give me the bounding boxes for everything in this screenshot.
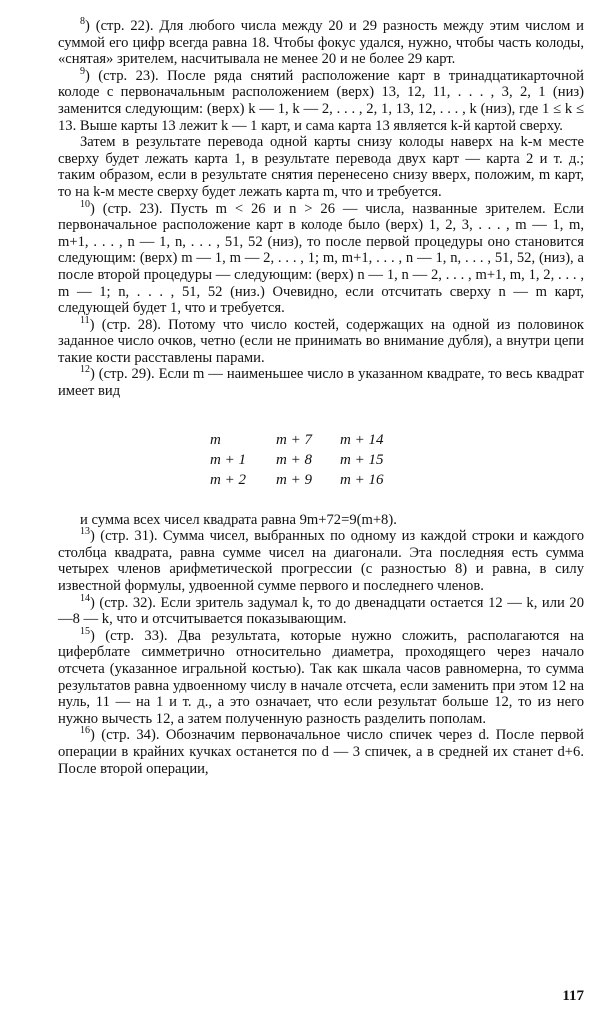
note-9 <box>58 65 584 134</box>
note-15 <box>58 625 584 728</box>
matrix-cell: m + 14 <box>340 431 384 448</box>
note-number: 9 <box>80 65 85 77</box>
note-12 <box>58 366 584 399</box>
note-14 <box>58 592 584 628</box>
note-text: ) (стр. 34). Обозначим первоначальное число спичек через d. После первой операции в крайних кучках останется по d — 3 спичек, а в средней их станет d+6. После второй операции, <box>58 727 584 777</box>
note-16 <box>58 727 584 777</box>
matrix-cell: m <box>210 431 221 448</box>
notes-block-after <box>58 512 584 778</box>
note-text: ) (стр. 31). Сумма чисел, выбранных по одному из каждой строки и каждого столбца квадрата, равна сумме чисел на диагонали. Эта последняя есть сумма четырех членов арифметической прогрессии (с разностью 8) и равна, в силу известной формулы, удвоенной сумме первого и последнего членов. <box>58 528 584 595</box>
note-12-continuation <box>58 512 584 529</box>
magic-square-matrix <box>210 430 584 490</box>
note-text: ) (стр. 29). Если m — наименьшее число в указанном квадрате, то весь квадрат имеет вид <box>58 366 584 400</box>
note-text: ) (стр. 23). Пусть m < 26 и n > 26 — числа, названные зрителем. Если первоначальное расположение карт в колоде было (верх) 1, 2, 3, . . . , m — 1, m, m+1, . . . , n — 1, n, . . . , 51, 52 (низ), то после первой процедуры оно становится следующим: (верх) m — 1, m — 2, . . . , 1; m, m+1, . . . , n — 1, n, . . . , 51, 52, (низ), а после второй процедуры — следующим: (верх) n — 1, n — 2, . . . , m+1, m, 1, 2, . . . , m — 1; n, . . . , 51, 52 (низ.) Очевидно, если отсчитать сверху n — m карт, следующей будет 1, что и требуется. <box>58 200 584 317</box>
note-text: Затем в результате перевода одной карты снизу колоды наверх на k-м месте сверху будет лежать карта 1, в результате перевода двух карт — карта 2 и т. д.; таким образом, если в результате снятия перенесено снизу вверх, положим, m карт, то на k-м месте сверху будет лежать карта m, что и требуется. <box>58 134 584 200</box>
note-11 <box>58 314 584 367</box>
notes-block <box>58 18 584 400</box>
matrix-cell: m + 16 <box>340 471 384 488</box>
note-number: 16 <box>80 725 90 737</box>
note-13 <box>58 528 584 594</box>
note-number: 11 <box>80 314 90 326</box>
matrix-cell: m + 7 <box>276 431 312 448</box>
note-8 <box>58 18 584 68</box>
matrix-cell: m + 2 <box>210 471 246 488</box>
note-text: и сумма всех чисел квадрата равна 9m+72=9(m+8). <box>80 511 397 528</box>
note-number: 8 <box>80 16 85 28</box>
note-number: 15 <box>80 625 90 637</box>
note-text: ) (стр. 23). После ряда снятий расположение карт в тринадцатикарточной колоде с первоначальным расположением (верх) 13, 12, 11, . . . , 3, 2, 1 (низ) заменится следующим: (верх) k — 1, k — 2, . . . , 2, 1, 13, 12, . . . , k (низ), где 1 ≤ k ≤ 13. Выше карты 13 лежит k — 1 карт, и сама карта 13 является k-й картой сверху. <box>58 67 584 134</box>
matrix-row <box>210 450 584 470</box>
matrix-cell: m + 15 <box>340 451 384 468</box>
note-text: ) (стр. 32). Если зритель задумал k, то до двенадцати остается 12 — k, или 20—8 — k, что и отсчитывается показывающим. <box>58 594 584 628</box>
page-number: 117 <box>562 988 584 1004</box>
note-number: 12 <box>80 364 90 376</box>
note-text: ) (стр. 28). Потому что число костей, содержащих на одной из половинок заданное число очков, четно (если не принимать во внимание дубля), а внутри цепи такие кости расставлены парами. <box>58 316 584 366</box>
matrix-cell: m + 8 <box>276 451 312 468</box>
matrix-row <box>210 430 584 450</box>
note-9-continuation <box>58 134 584 200</box>
note-number: 14 <box>80 592 90 604</box>
matrix-cell: m + 1 <box>210 451 246 468</box>
matrix-cell: m + 9 <box>276 471 312 488</box>
note-10 <box>58 198 584 317</box>
note-text: ) (стр. 22). Для любого числа между 20 и 29 разность между этим числом и суммой его цифр всегда равна 18. Чтобы фокус удался, нужно, чтобы часть колоды, «снятая» зрителем, насчитывала не менее 20 и не более 29 карт. <box>58 18 584 68</box>
note-number: 13 <box>80 526 90 538</box>
note-text: ) (стр. 33). Два результата, которые нужно сложить, располагаются на циферблате симметрично относительно диаметра, проходящего через начало отсчета (указанное игральной костью). Так как шкала часов равномерна, то сумма результатов равна удвоенному числу в начале отсчета, если заменить при этом 12 на нуль, 11 — на 1 и т. д., а это означает, что если результат больше 12, то из него нужно вычесть 12, а затем полученную разность разделить пополам. <box>58 627 584 727</box>
note-number: 10 <box>80 198 90 210</box>
matrix-row <box>210 470 584 490</box>
